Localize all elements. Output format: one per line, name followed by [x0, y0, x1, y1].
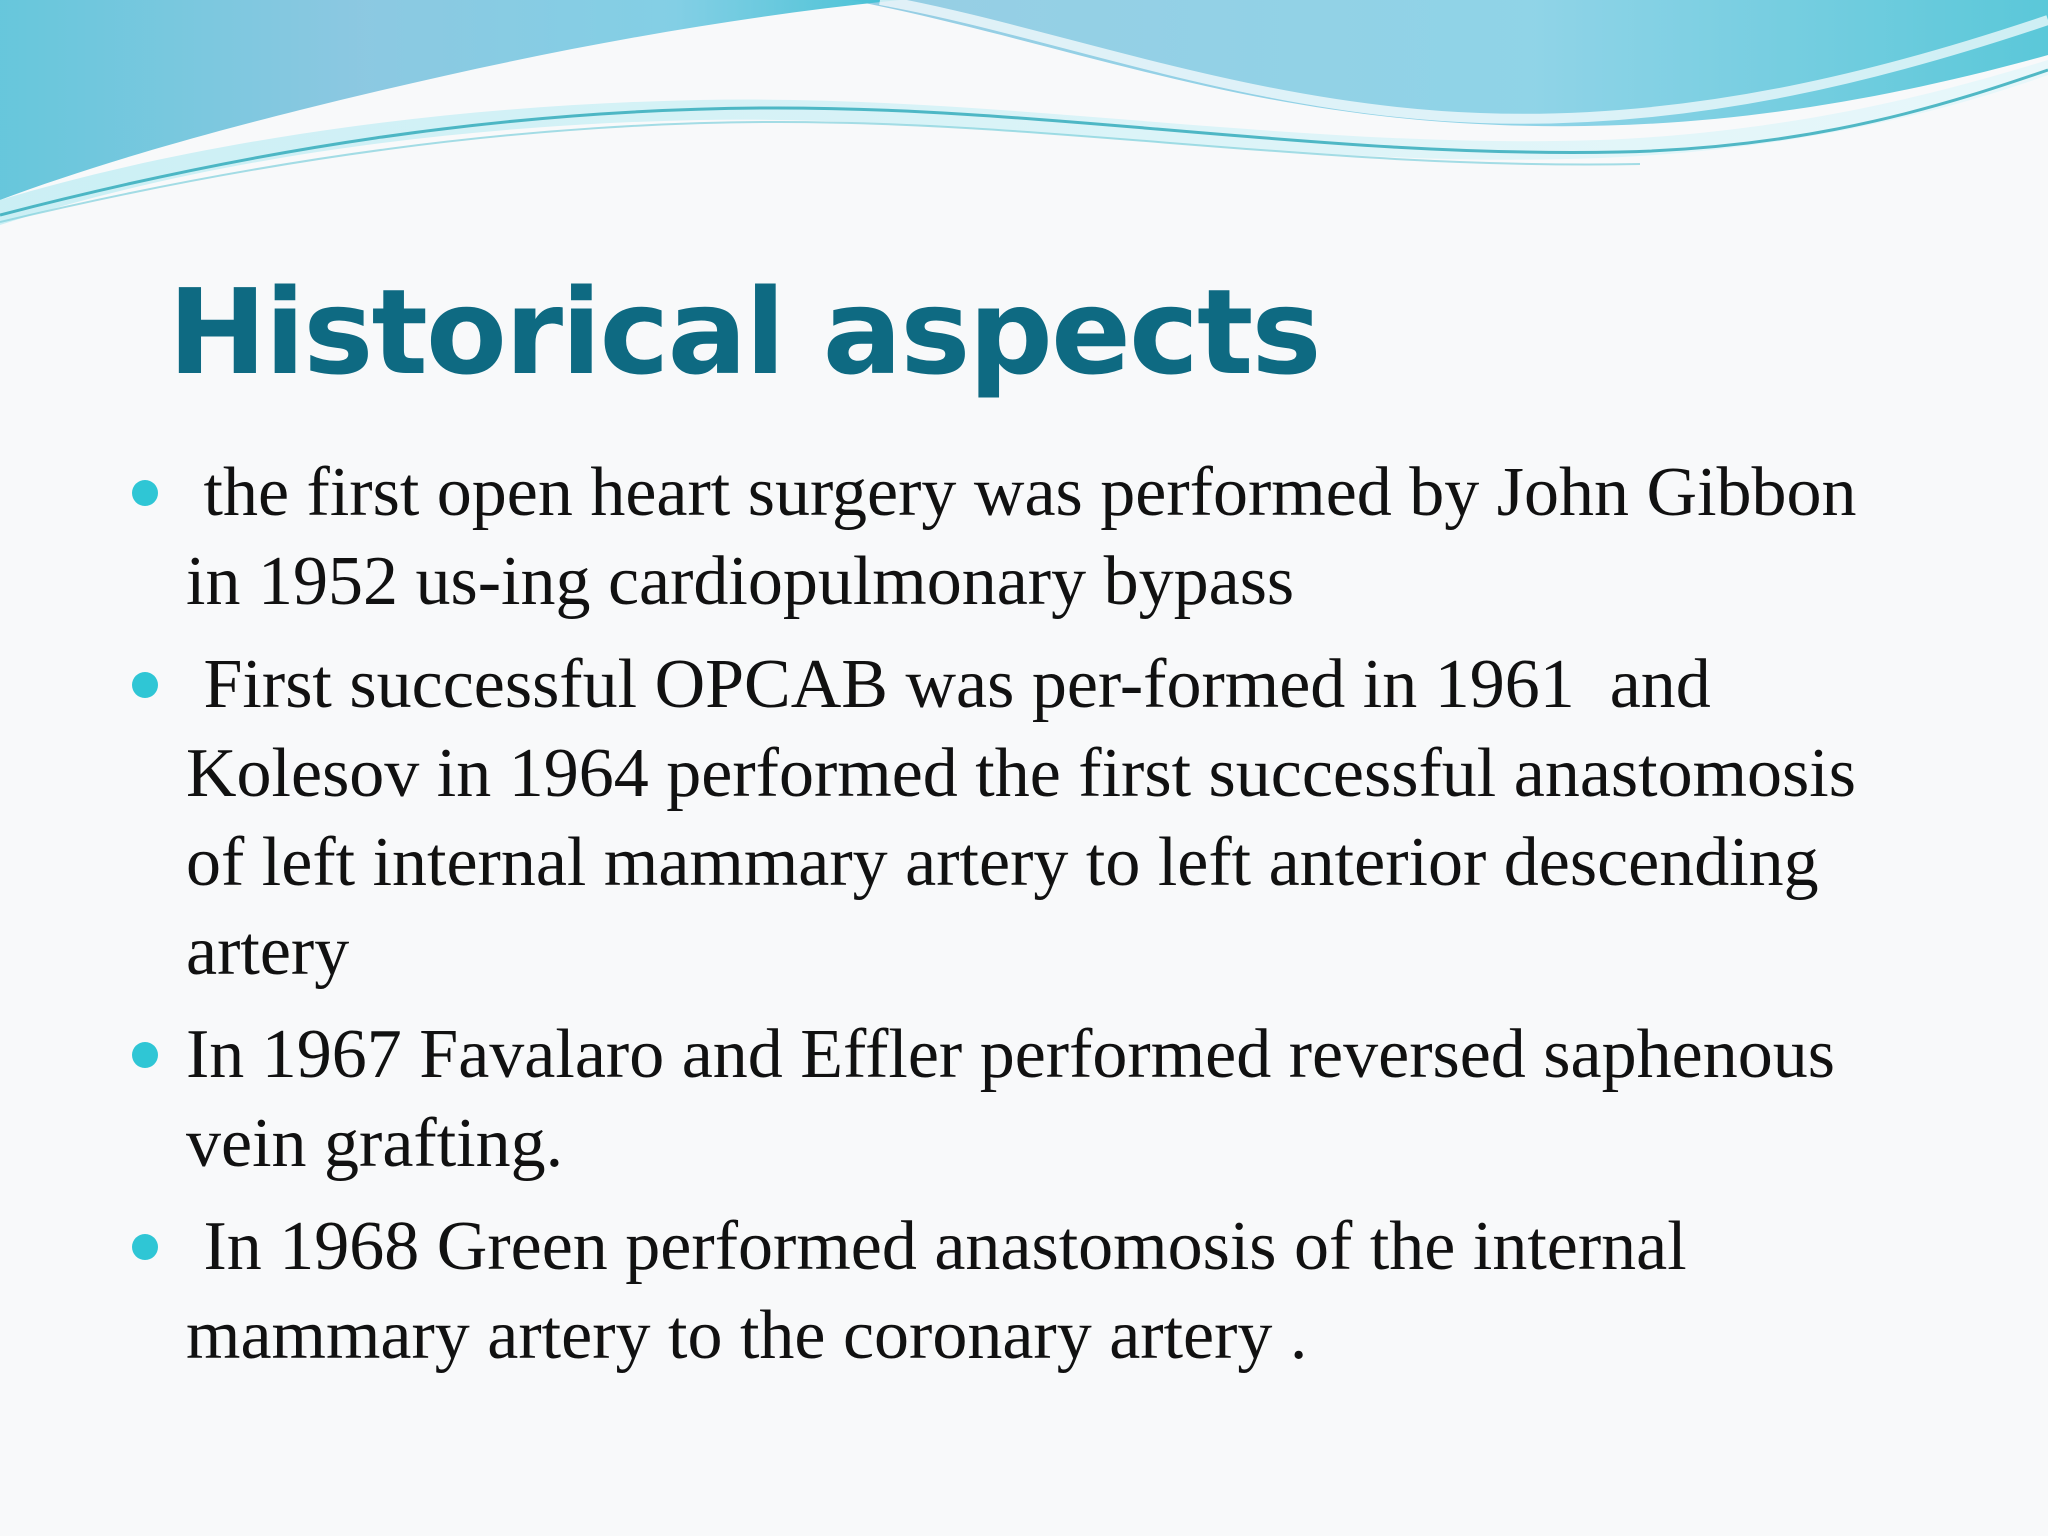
bullet-item	[186, 640, 1926, 996]
bullet-item	[186, 448, 1926, 626]
bullet-text: In 1968 Green performed anastomosis of the internal mammary artery to the coronary artery .	[186, 1208, 1705, 1374]
bullet-dot-icon	[132, 1234, 158, 1260]
slide-title: Historical aspects	[168, 263, 1320, 401]
bullet-dot-icon	[132, 672, 158, 698]
bullet-dot-icon	[132, 480, 158, 506]
bullet-text: In 1967 Favalaro and Effler performed reversed saphenous vein grafting.	[186, 1016, 1853, 1182]
bullet-list	[186, 448, 1926, 1394]
bullet-item	[186, 1202, 1926, 1380]
bullet-dot-icon	[132, 1042, 158, 1068]
bullet-text: the first open heart surgery was performed by John Gibbon in 1952 us-ing cardiopulmonary bypass	[186, 454, 1875, 620]
decorative-wave-header	[0, 0, 2048, 240]
bullet-text: First successful OPCAB was per-formed in 1961 and Kolesov in 1964 performed the first successful anastomosis of left internal mammary artery to left anterior descending artery	[186, 646, 1874, 990]
bullet-item	[186, 1010, 1926, 1188]
